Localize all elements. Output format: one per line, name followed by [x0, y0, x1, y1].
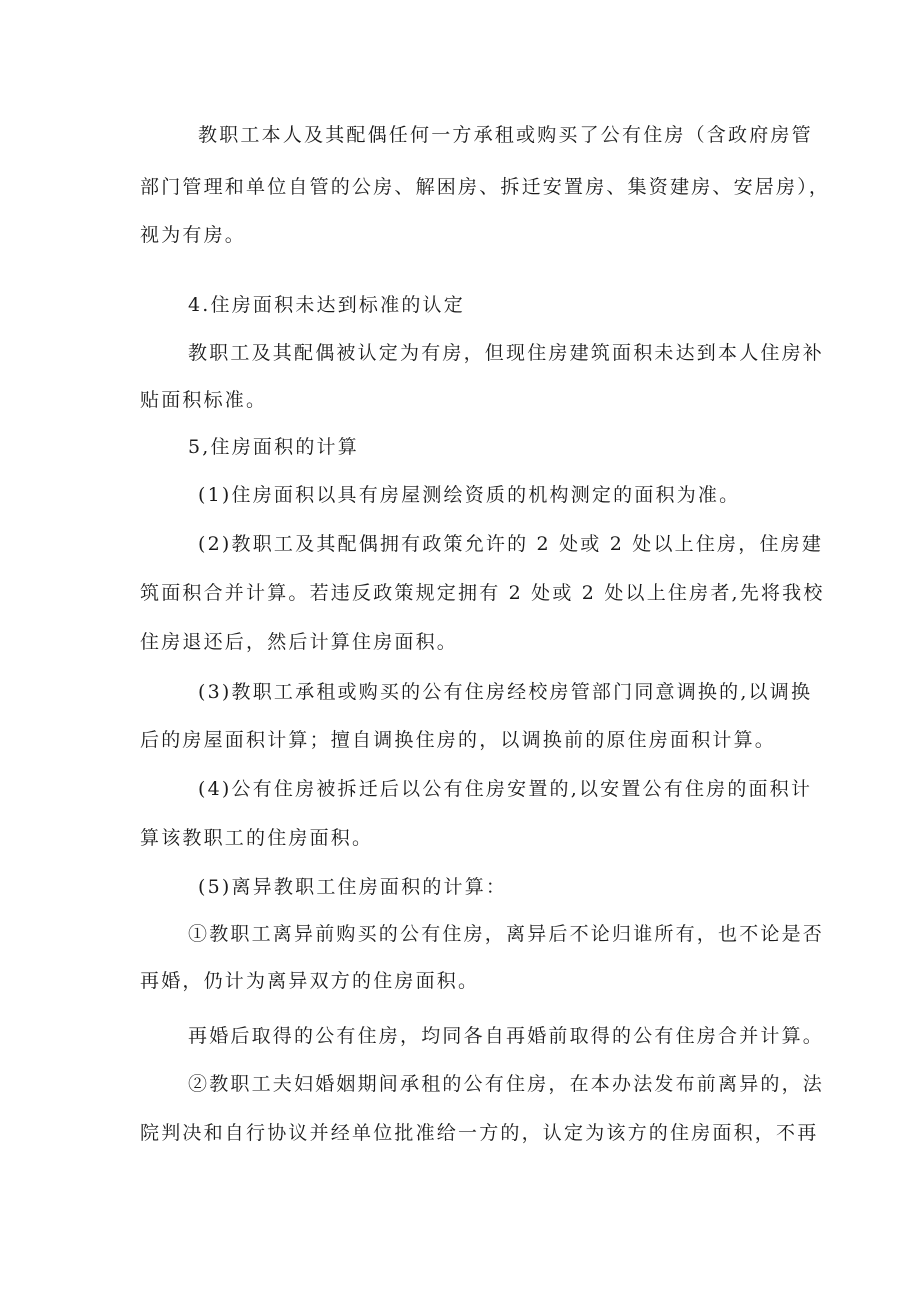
text-line: (1)住房面积以具有房屋测绘资质的机构测定的面积为准。 — [198, 484, 741, 506]
section-heading: 5,住房面积的计算 — [188, 436, 359, 458]
text-line: 部门管理和单位自管的公房、解困房、拆迁安置房、集资建房、安居房）， — [140, 176, 831, 198]
text-line: ①教职工离异前购买的公有住房，离异后不论归谁所有，也不论是否 — [188, 923, 825, 945]
text-line: 住房退还后，然后计算住房面积。 — [140, 631, 459, 653]
text-line: 贴面积标准。 — [140, 389, 268, 411]
text-line: 教职工及其配偶被认定为有房，但现住房建筑面积未达到本人住房补 — [188, 342, 825, 364]
section-heading: 4.住房面积未达到标准的认定 — [188, 294, 465, 316]
text-line: 教职工本人及其配偶任何一方承租或购买了公有住房（含政府房管 — [198, 124, 813, 146]
text-line: 再婚，仍计为离异双方的住房面积。 — [140, 970, 480, 992]
text-line: (2)教职工及其配偶拥有政策允许的 2 处或 2 处以上住房，住房建 — [198, 533, 824, 555]
text-line: 筑面积合并计算。若违反政策规定拥有 2 处或 2 处以上住房者,先将我校 — [140, 582, 825, 604]
text-line: ②教职工夫妇婚姻期间承租的公有住房，在本办法发布前离异的，法 — [188, 1073, 825, 1095]
text-line: 算该教职工的住房面积。 — [140, 827, 374, 849]
text-line: (4)公有住房被拆迁后以公有住房安置的,以安置公有住房的面积计 — [198, 778, 813, 800]
text-line: 再婚后取得的公有住房，均同各自再婚前取得的公有住房合并计算。 — [188, 1025, 825, 1047]
text-line: 后的房屋面积计算；擅自调换住房的，以调换前的原住房面积计算。 — [140, 729, 777, 751]
text-line: 院判决和自行协议并经单位批准给一方的，认定为该方的住房面积，不再 — [140, 1122, 819, 1144]
text-line: (3)教职工承租或购买的公有住房经校房管部门同意调换的,以调换 — [198, 681, 813, 703]
text-line: 视为有房。 — [140, 224, 247, 246]
text-line: (5)离异教职工住房面积的计算： — [198, 876, 508, 898]
